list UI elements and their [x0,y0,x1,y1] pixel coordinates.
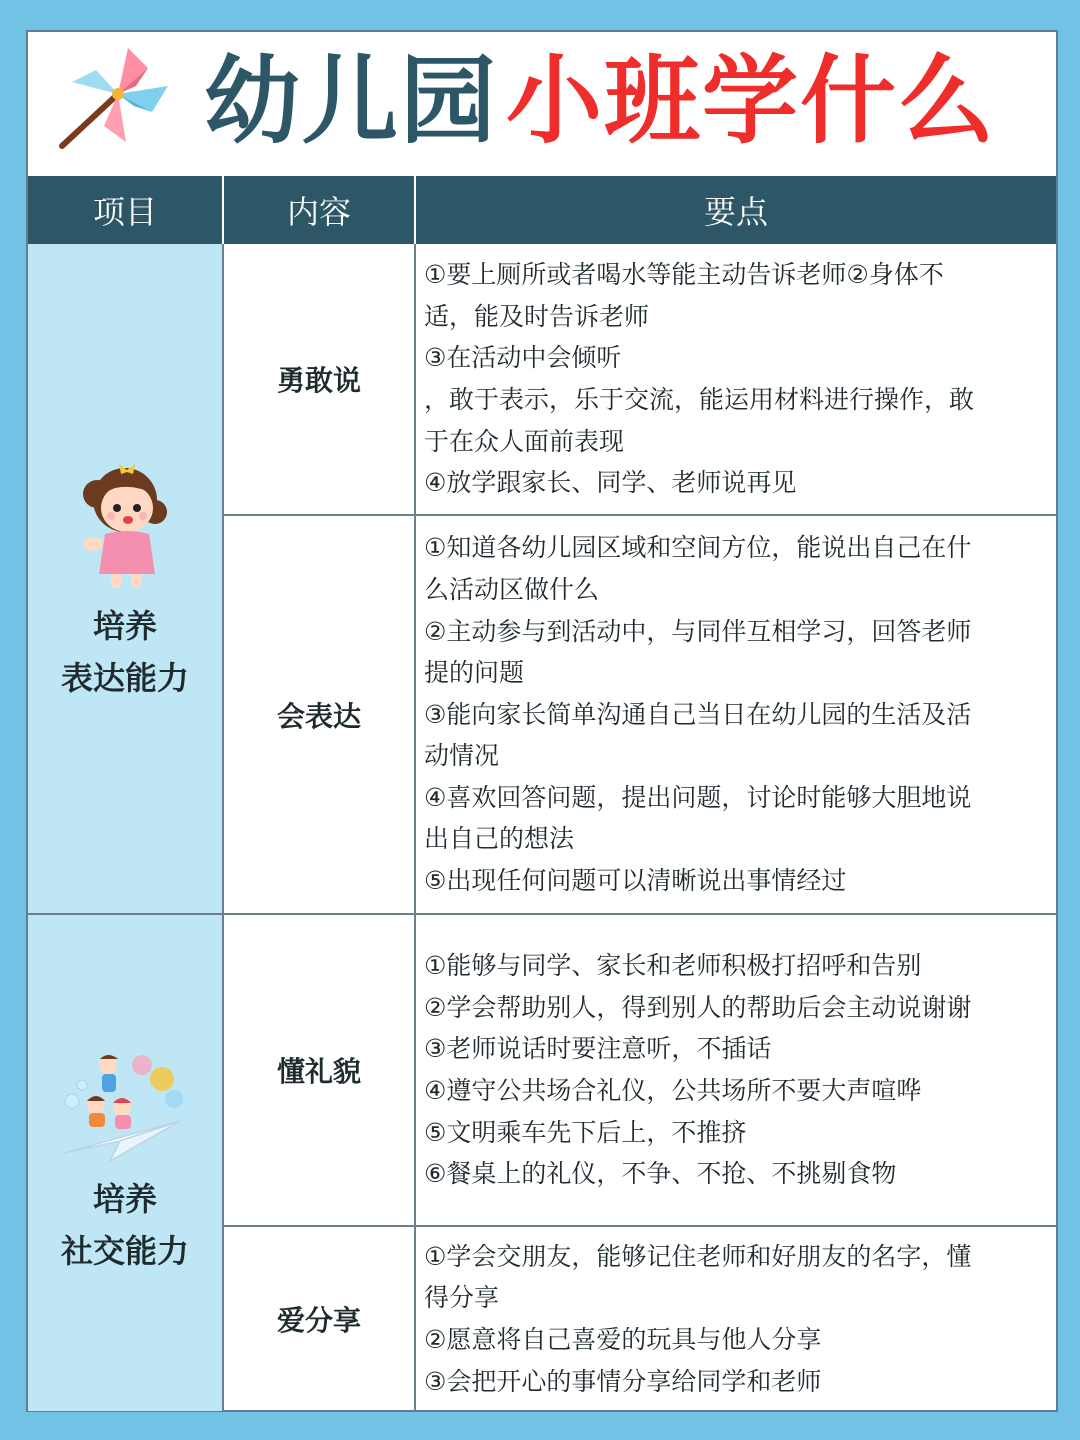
point-line: ④喜欢回答问题，提出问题，讨论时能够大胆地说 [424,782,972,812]
point-line: 适，能及时告诉老师 [424,301,650,331]
group-label-line2: 社交能力 [60,1232,189,1270]
point-line: ①学会交朋友，能够记住老师和好朋友的名字，懂 [424,1241,972,1271]
point-line: ③老师说话时要注意听，不插话 [424,1034,772,1064]
point-line: ④放学跟家长、同学、老师说再见 [424,468,797,498]
table-row [224,1225,1056,1411]
content-cell: 爱分享 [224,1227,416,1411]
table-group [28,244,1056,913]
point-line: 提的问题 [424,658,525,688]
column-header-item: 项目 [28,176,224,244]
point-line: ③能向家长简单沟通自己当日在幼儿园的生活及活 [424,699,972,729]
group-label [61,600,189,704]
group-label-line2: 表达能力 [60,658,189,697]
point-line: ⑥餐桌上的礼仪，不争、不抢、不挑剔食物 [424,1159,897,1189]
group-cell [28,244,224,913]
pinwheel-icon [56,42,176,154]
points-cell [416,915,1056,1225]
girl-illustration [75,454,175,594]
column-header-points: 要点 [703,193,768,231]
title-part-red: 小班学什么 [506,45,996,157]
point-line: ③会把开心的事情分享给同学和老师 [424,1366,822,1396]
kids-paper-plane-illustration [60,1049,190,1165]
point-line: ②主动参与到活动中，与同伴互相学习，回答老师 [424,616,972,646]
point-line: ⑤文明乘车先下后上，不推挤 [424,1117,747,1147]
group-label-line1: 培养 [92,1180,157,1218]
header [28,32,1056,176]
table-group [28,913,1056,1411]
table-row [224,514,1056,913]
point-line: 出自己的想法 [424,824,575,854]
content-cell: 勇敢说 [224,244,416,514]
group-label-line1: 培养 [92,606,157,645]
table-body [28,244,1056,1411]
card [26,30,1058,1412]
point-line: ⑤出现任何问题可以清晰说出事情经过 [424,866,847,896]
point-line: 动情况 [424,741,500,771]
point-line: ①能够与同学、家长和老师积极打招呼和告别 [424,951,922,981]
point-line: ②愿意将自己喜爱的玩具与他人分享 [424,1325,822,1354]
point-line: 么活动区做什么 [424,574,600,604]
table-row [224,244,1056,514]
point-line: ①知道各幼儿园区域和空间方位，能说出自己在什 [424,533,972,563]
group-rows [224,244,1056,913]
table-row [224,915,1056,1225]
title-part-dark: 幼儿园 [204,45,498,157]
points-cell [416,244,1056,514]
point-line: ③在活动中会倾听 [424,343,622,373]
group-label [61,1173,189,1277]
content-cell: 会表达 [224,516,416,913]
table-header [28,176,1056,244]
column-header-content: 内容 [224,176,416,244]
point-line: 得分享 [424,1283,500,1313]
point-line: 于在众人面前表现 [424,426,625,456]
page-title [204,38,996,164]
content-cell: 懂礼貌 [224,915,416,1225]
group-rows [224,915,1056,1411]
group-cell [28,915,224,1411]
point-line: ④遵守公共场合礼仪，公共场所不要大声喧哗 [424,1076,922,1105]
points-cell [416,1227,1056,1411]
point-line: ①要上厕所或者喝水等能主动告诉老师②身体不 [424,260,944,290]
point-line: ②学会帮助别人，得到别人的帮助后会主动说谢谢 [424,992,972,1022]
point-line: ，敢于表示，乐于交流，能运用材料进行操作，敢 [424,385,975,414]
points-cell [416,516,1056,913]
